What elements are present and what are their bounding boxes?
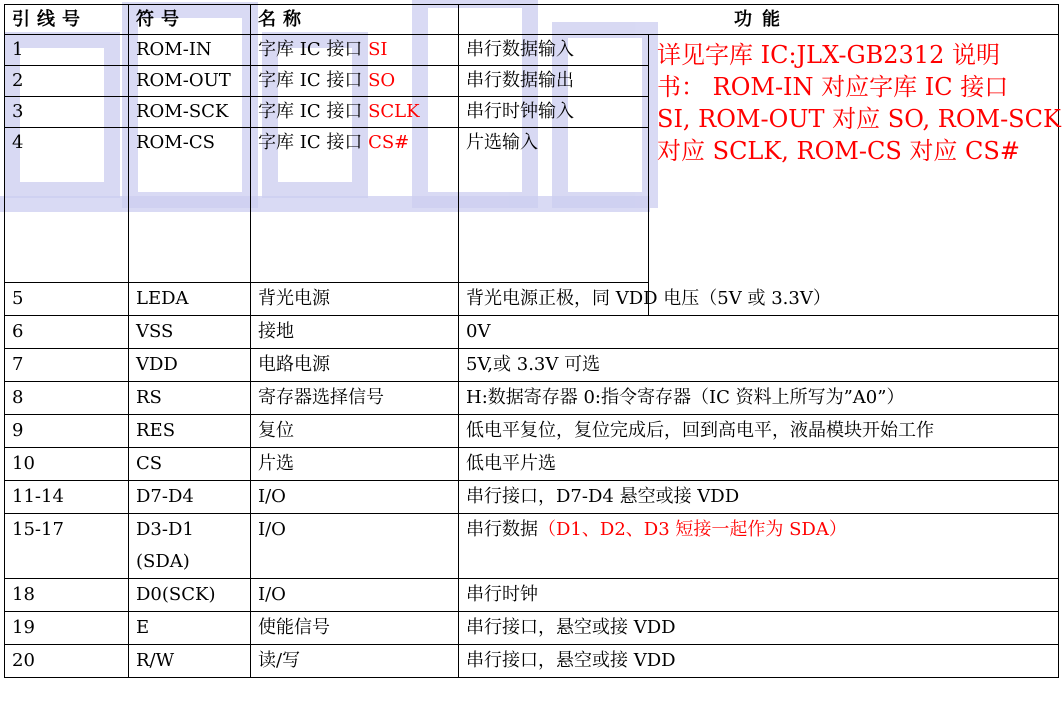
function-cell: 串行时钟 <box>459 579 1059 612</box>
name-cell <box>251 66 459 97</box>
function-cell: 串行数据输出 <box>459 66 649 97</box>
pin-cell: 20 <box>5 645 129 678</box>
header-row <box>5 5 1059 35</box>
symbol-cell: VSS <box>129 316 251 349</box>
pin-cell: 5 <box>5 283 129 316</box>
table-row <box>5 316 1059 349</box>
symbol-cell: VDD <box>129 349 251 382</box>
function-cell: 背光电源正极，同 VDD 电压（5V 或 3.3V） <box>459 283 1059 316</box>
name-text: 字库 IC 接口 <box>258 101 363 122</box>
function-cell <box>459 514 1059 579</box>
function-cell: 串行接口，悬空或接 VDD <box>459 645 1059 678</box>
name-cell <box>251 35 459 66</box>
name-red-text: SO <box>368 70 396 91</box>
symbol-cell: LEDA <box>129 283 251 316</box>
name-cell: 复位 <box>251 415 459 448</box>
function-cell: 低电平复位，复位完成后，回到高电平，液晶模块开始工作 <box>459 415 1059 448</box>
function-cell: 串行接口，悬空或接 VDD <box>459 612 1059 645</box>
rom-note <box>649 35 1059 316</box>
function-cell: 串行时钟输入 <box>459 97 649 128</box>
header-function: 功能 <box>459 5 1059 35</box>
name-cell <box>251 97 459 128</box>
pin-table <box>4 4 1059 678</box>
table-row <box>5 382 1059 415</box>
table-row <box>5 612 1059 645</box>
rom-note-line: 详见字库 IC:JLX-GB2312 说明 <box>657 41 1000 69</box>
name-cell: I/O <box>251 514 459 579</box>
symbol-cell: ROM-IN <box>129 35 251 66</box>
function-cell: 低电平片选 <box>459 448 1059 481</box>
name-cell: 接地 <box>251 316 459 349</box>
header-pin: 引线号 <box>5 5 129 35</box>
symbol-cell: D7-D4 <box>129 481 251 514</box>
name-cell: 寄存器选择信号 <box>251 382 459 415</box>
rom-note-line: 对应 SCLK, ROM-CS 对应 CS# <box>657 137 1020 165</box>
function-cell: 串行接口，D7-D4 悬空或接 VDD <box>459 481 1059 514</box>
table-row <box>5 481 1059 514</box>
name-red-text: CS# <box>368 132 410 153</box>
name-text: 字库 IC 接口 <box>258 39 363 60</box>
pin-cell: 7 <box>5 349 129 382</box>
symbol-cell: R/W <box>129 645 251 678</box>
pin-cell: 8 <box>5 382 129 415</box>
name-cell: 读/写 <box>251 645 459 678</box>
name-cell: I/O <box>251 579 459 612</box>
name-cell: 使能信号 <box>251 612 459 645</box>
function-cell: 串行数据输入 <box>459 35 649 66</box>
symbol-cell: CS <box>129 448 251 481</box>
header-name: 名称 <box>251 5 459 35</box>
pin-cell: 1 <box>5 35 129 66</box>
symbol-cell: E <box>129 612 251 645</box>
symbol-cell <box>129 514 251 579</box>
symbol-cell: ROM-SCK <box>129 97 251 128</box>
pin-cell: 9 <box>5 415 129 448</box>
symbol-cell: D0(SCK) <box>129 579 251 612</box>
symbol-cell: RS <box>129 382 251 415</box>
name-cell: 片选 <box>251 448 459 481</box>
pin-cell: 10 <box>5 448 129 481</box>
pin-cell: 6 <box>5 316 129 349</box>
function-cell: 片选输入 <box>459 128 649 283</box>
function-text: 串行数据 <box>466 519 538 540</box>
table-row <box>5 645 1059 678</box>
function-cell: 0V <box>459 316 1059 349</box>
header-symbol: 符号 <box>129 5 251 35</box>
name-red-text: SI <box>368 39 388 60</box>
name-cell: 电路电源 <box>251 349 459 382</box>
table-row <box>5 448 1059 481</box>
function-cell: 5V,或 3.3V 可选 <box>459 349 1059 382</box>
pin-cell: 15-17 <box>5 514 129 579</box>
pin-cell: 19 <box>5 612 129 645</box>
name-cell: 背光电源 <box>251 283 459 316</box>
name-cell: I/O <box>251 481 459 514</box>
table-row <box>5 349 1059 382</box>
table-row <box>5 579 1059 612</box>
name-red-text: SCLK <box>368 101 420 122</box>
table-row <box>5 514 1059 579</box>
symbol-text: D3-D1 <box>136 519 194 540</box>
pin-cell: 4 <box>5 128 129 283</box>
symbol-text-2: (SDA) <box>136 551 190 572</box>
function-cell: H:数据寄存器 0:指令寄存器（IC 资料上所写为”A0”） <box>459 382 1059 415</box>
table-row <box>5 35 1059 66</box>
name-text: 字库 IC 接口 <box>258 132 363 153</box>
symbol-cell: RES <box>129 415 251 448</box>
name-cell <box>251 128 459 283</box>
symbol-cell: ROM-OUT <box>129 66 251 97</box>
pin-cell: 11-14 <box>5 481 129 514</box>
rom-note-line: 书： ROM-IN 对应字库 IC 接口 <box>657 73 1009 101</box>
rom-note-line: SI, ROM-OUT 对应 SO, ROM-SCK <box>657 105 1061 133</box>
symbol-cell: ROM-CS <box>129 128 251 283</box>
pin-cell: 3 <box>5 97 129 128</box>
function-red-text: （D1、D2、D3 短接一起作为 SDA） <box>538 519 847 540</box>
pin-cell: 2 <box>5 66 129 97</box>
table-row <box>5 283 1059 316</box>
name-text: 字库 IC 接口 <box>258 70 363 91</box>
table-row <box>5 415 1059 448</box>
pin-cell: 18 <box>5 579 129 612</box>
